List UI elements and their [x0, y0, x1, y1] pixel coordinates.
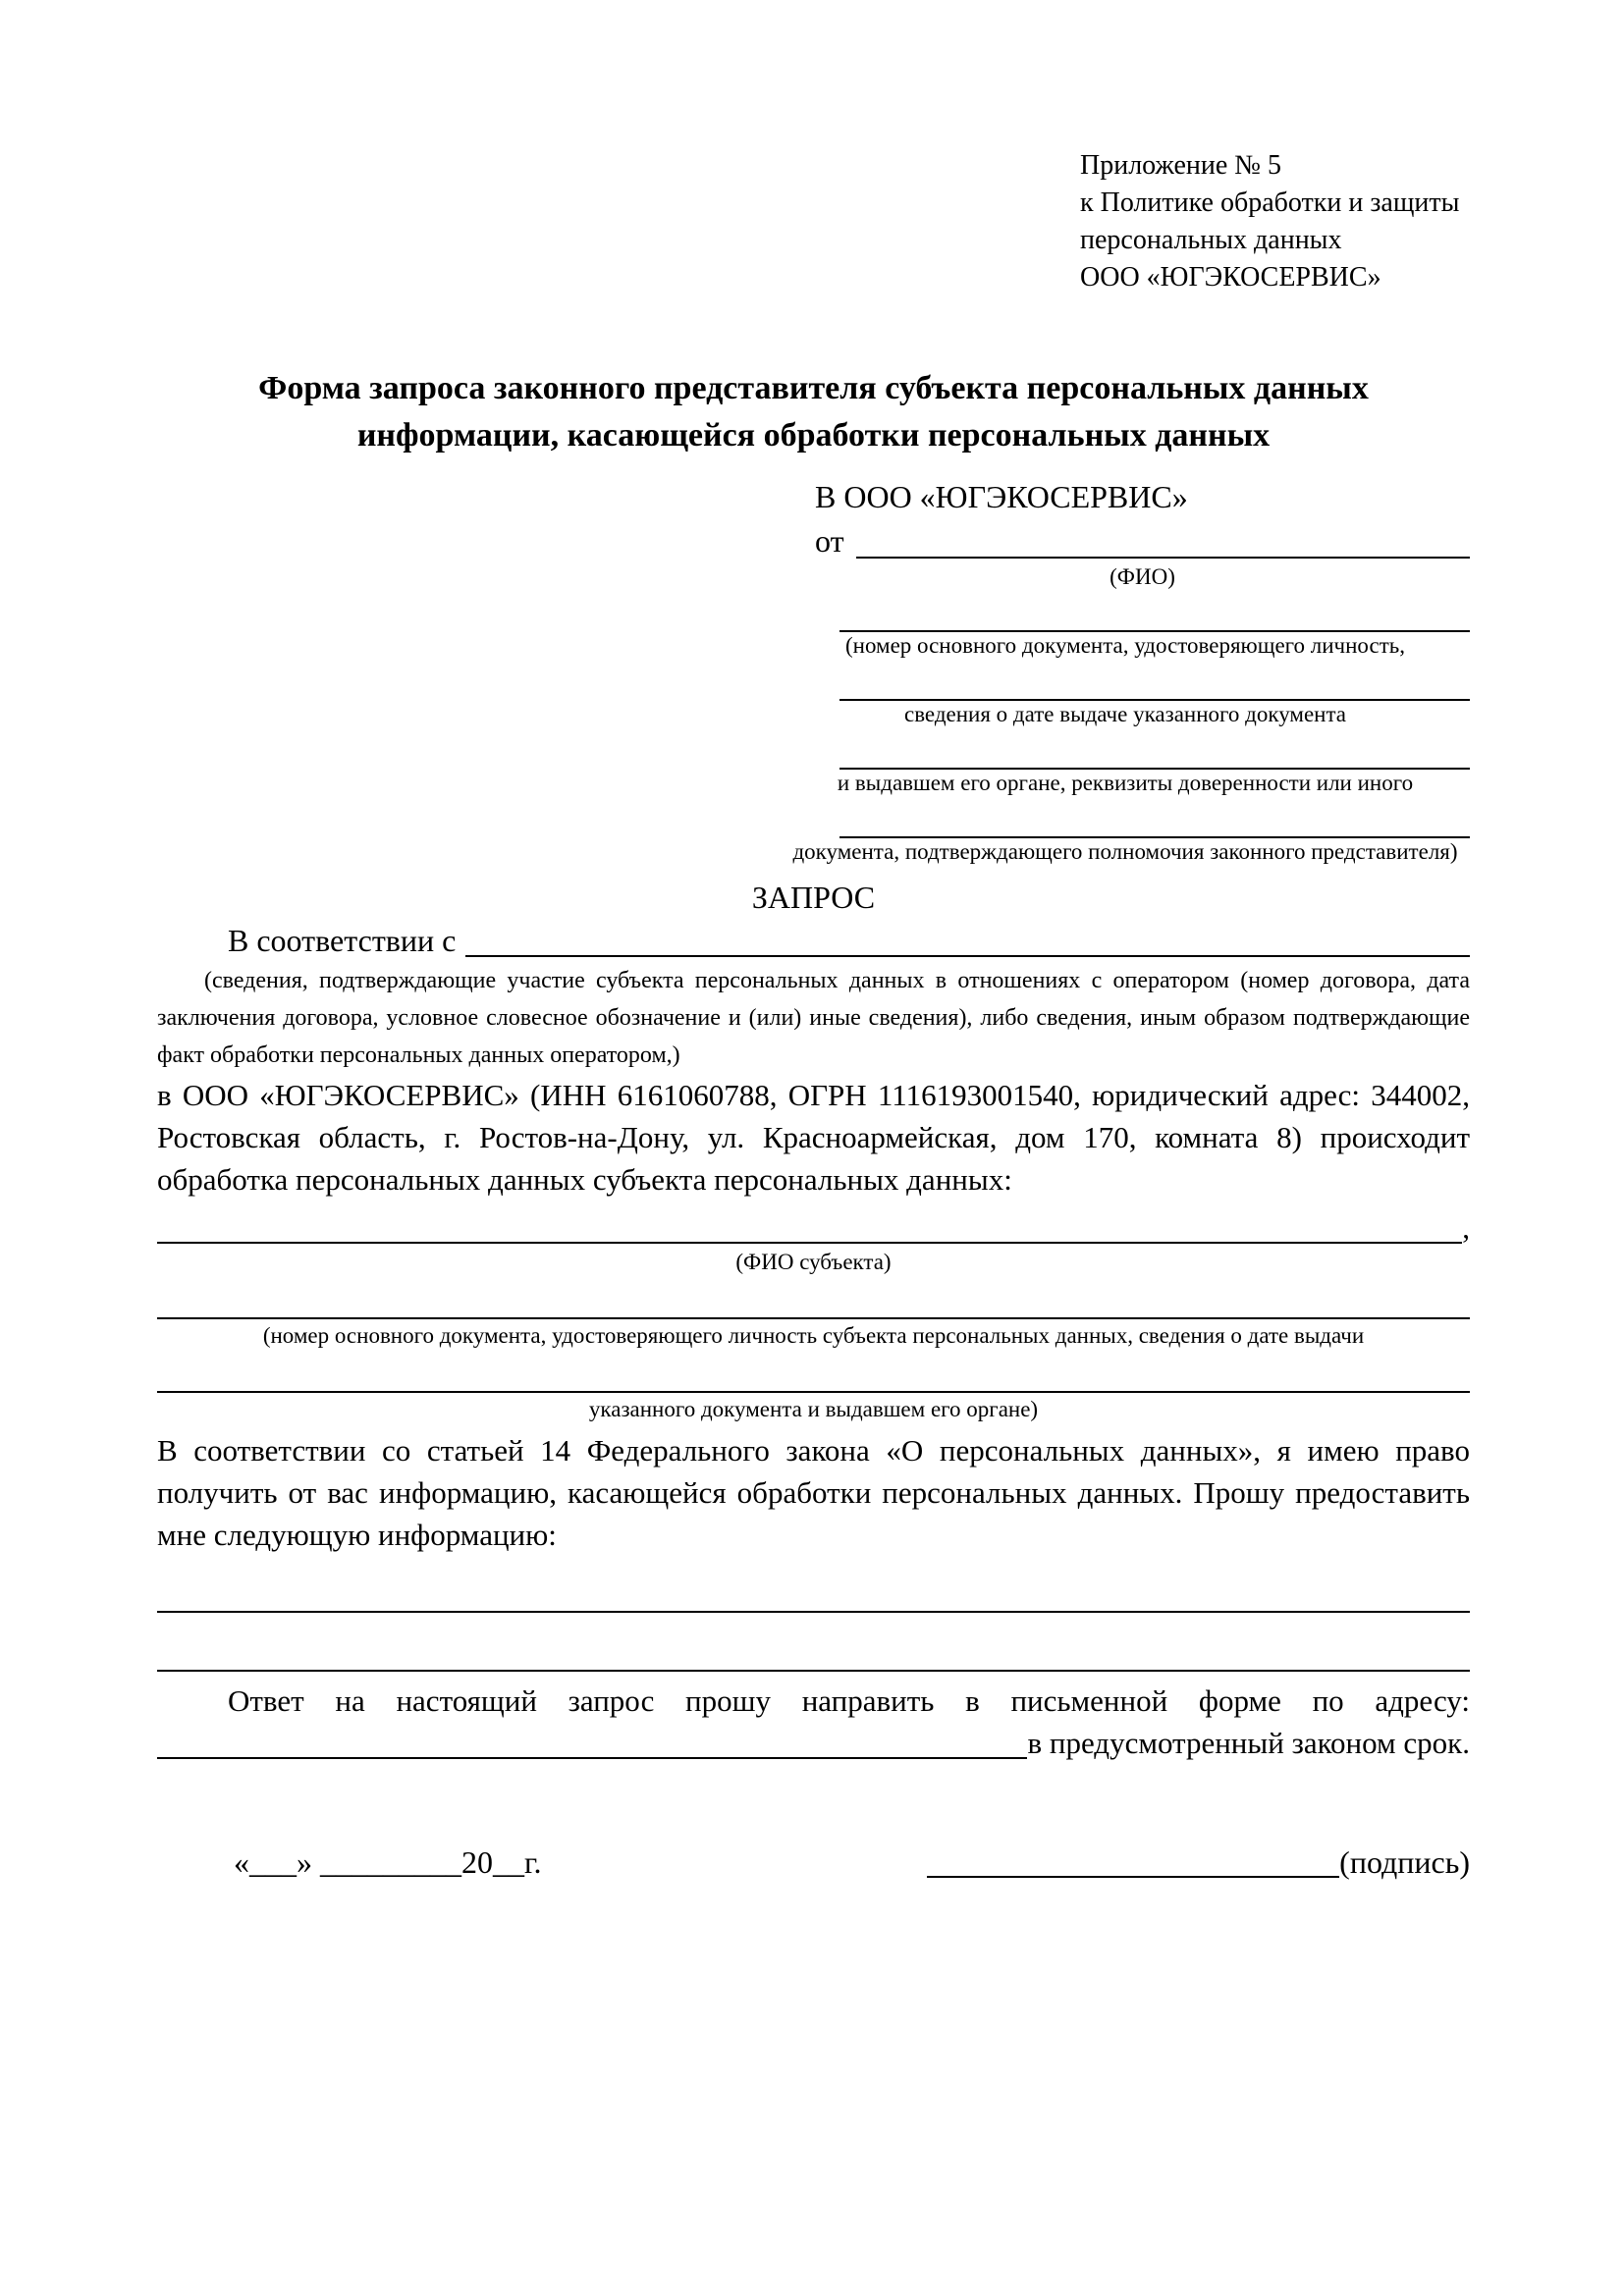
footer-row [157, 1841, 1470, 1884]
signature-block [927, 1841, 1470, 1884]
representative-doc-caption-4: документа, подтверждающего полномочия законного представителя) [792, 839, 1458, 864]
subject-doc-caption-2: указанного документа и выдавшем его органе) [588, 1397, 1039, 1421]
date-blank: «___» _________20__г. [234, 1844, 542, 1880]
answer-paragraph: Ответ на настоящий запрос прошу направить в письменной форме по адресу: [228, 1683, 1470, 1718]
from-label: от [815, 523, 844, 559]
subject-doc-blank-line-2 [157, 1354, 1470, 1393]
from-fio-blank-line [856, 557, 1470, 559]
representative-doc-group-1 [839, 597, 1470, 660]
info-blank-line-2 [157, 1613, 1470, 1672]
representative-doc-caption-1: (номер основного документа, удостоверяющего личность, [844, 633, 1405, 658]
representative-doc-blank-line-4 [839, 803, 1470, 838]
accordance-blank-line [465, 955, 1470, 957]
appendix-line-4: ООО «ЮГЭКОСЕРВИС» [1080, 262, 1381, 293]
document-title-line-1: Форма запроса законного представителя субъекта персональных данных [258, 370, 1369, 406]
answer-address-row [157, 1722, 1470, 1764]
document-title [157, 365, 1470, 459]
subject-doc-group-1 [157, 1280, 1470, 1350]
signature-caption: (подпись) [1339, 1844, 1470, 1880]
subject-doc-blank-line-1 [157, 1280, 1470, 1319]
info-blank-line-1 [157, 1556, 1470, 1613]
addressee-to: В ООО «ЮГЭКОСЕРВИС» [815, 479, 1188, 514]
subject-fio-caption: (ФИО субъекта) [735, 1250, 892, 1274]
appendix-line-1: Приложение № 5 [1080, 150, 1281, 181]
accordance-label: В соответствии с [228, 923, 457, 958]
subject-fio-comma: , [1462, 1210, 1470, 1245]
appendix-line-3: персональных данных [1080, 225, 1342, 255]
representative-doc-caption-3: и выдавшем его органе, реквизиты доверенности или иного [837, 771, 1414, 795]
representative-doc-caption-2: сведения о дате выдаче указанного документа [903, 702, 1347, 726]
representative-doc-group-3 [839, 734, 1470, 797]
law-paragraph: В соответствии со статьей 14 Федерального закона «О персональных данных», я имею право получить от вас информацию, касающейся обработки персональных данных. Прошу предоставить мне следующую информацию: [157, 1433, 1470, 1552]
representative-doc-group-4 [792, 803, 1470, 866]
subject-doc-caption-1: (номер основного документа, удостоверяющего личность субъекта персональных данных, сведения о дате выдачи [262, 1323, 1365, 1348]
subject-fio-blank-line [157, 1242, 1462, 1244]
answer-address-blank-line [157, 1757, 1027, 1759]
appendix-block [1080, 147, 1470, 296]
accordance-row [157, 919, 1470, 962]
signature-blank-line [927, 1876, 1339, 1878]
representative-doc-blank-line-2 [839, 666, 1470, 701]
answer-tail: в предусмотренный законом срок. [1027, 1726, 1470, 1760]
fio-caption: (ФИО) [1110, 564, 1175, 589]
addressee-block [815, 475, 1470, 591]
subject-fio-row [157, 1206, 1470, 1249]
subject-doc-group-2 [157, 1354, 1470, 1423]
accordance-note: (сведения, подтверждающие участие субъекта персональных данных в отношениях с оператором (номер договора, дата заключения договора, условное словесное обозначение и (или) иные сведения), либо сведения, иным образом подтверждающие факт обработки персональных данных оператором,) [157, 968, 1470, 1068]
operator-paragraph: в ООО «ЮГЭКОСЕРВИС» (ИНН 6161060788, ОГРН 1116193001540, юридический адрес: 344002, Ростовская область, г. Ростов-на-Дону, ул. Красноармейская, дом 170, комната 8) происходит обработка персональных данных субъекта персональных данных: [157, 1078, 1470, 1197]
from-row [815, 519, 1470, 563]
representative-doc-blank-line-1 [839, 597, 1470, 632]
appendix-line-2: к Политике обработки и защиты [1080, 187, 1460, 218]
representative-doc-blank-line-3 [839, 734, 1470, 770]
request-heading: ЗАПРОС [751, 880, 876, 915]
representative-doc-group-2 [839, 666, 1470, 728]
document-title-line-2: информации, касающейся обработки персональных данных [356, 417, 1271, 454]
